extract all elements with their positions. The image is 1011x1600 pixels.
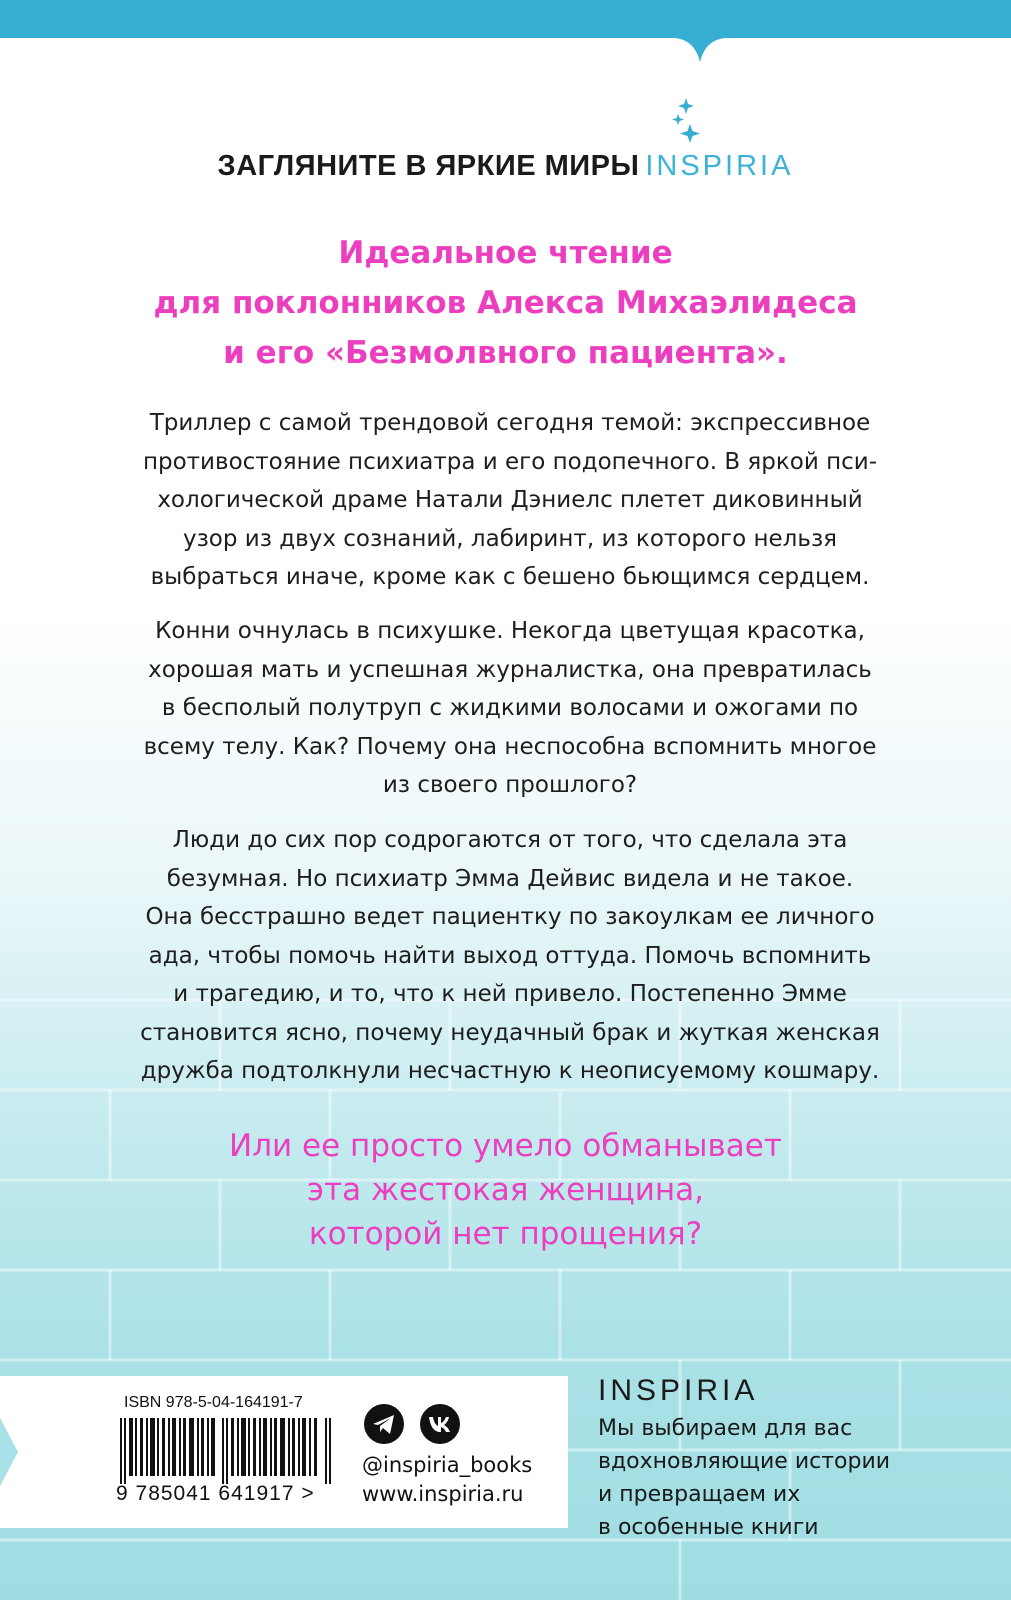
paragraph-line: хологической драме Натали Дэниелс плетет диковинный — [157, 487, 863, 513]
paragraph-line: ада, чтобы помочь найти выход оттуда. Помочь вспомнить — [148, 942, 872, 969]
vk-icon[interactable] — [420, 1404, 460, 1444]
lead-blurb — [0, 228, 1011, 378]
slogan-line: вдохновляющие истории — [598, 1449, 891, 1474]
paragraph-line: всему телу. Как? Почему она неспособна вспомнить многое — [143, 733, 877, 760]
lead-line: и его «Безмолвного пациента». — [223, 335, 788, 371]
paragraph-line: Она бесстрашно ведет пациентку по закоулкам ее личного — [145, 904, 875, 930]
paragraph-line: узор из двух сознаний, лабиринт, из которого нельзя — [182, 525, 838, 552]
slogan-line: и превращаем их — [598, 1482, 801, 1507]
publisher-slogan — [598, 1412, 890, 1544]
lead-line: для поклонников Алекса Михаэлидеса — [153, 285, 858, 321]
lead-line: Идеальное чтение — [338, 235, 673, 271]
tagline-line: которой нет прощения? — [308, 1216, 703, 1252]
paragraph-line: из своего прошлого? — [382, 772, 638, 798]
publisher-logo: INSPIRIA — [598, 1374, 759, 1407]
panel-notch — [0, 1376, 20, 1528]
barcode — [120, 1418, 332, 1484]
paragraph-line: дружба подтолкнули несчастную к неописуемому кошмару. — [140, 1058, 880, 1084]
telegram-icon[interactable] — [364, 1404, 404, 1444]
social-handle[interactable]: @inspiria_books — [362, 1453, 533, 1477]
headline-brand: INSPIRIA — [645, 150, 794, 182]
website-link[interactable]: www.inspiria.ru — [362, 1482, 524, 1506]
paragraph-line: в бесполый полутруп с жидкими волосами и ожогами по — [161, 695, 859, 721]
headline-text: ЗАГЛЯНИТЕ В ЯРКИЕ МИРЫ — [217, 150, 640, 182]
paragraph-line: Конни очнулась в психушке. Некогда цветущая красотка, — [155, 618, 865, 644]
paragraph-line: Люди до сих пор содрогаются от того, что сделала эта — [172, 827, 848, 853]
description-paragraph-2 — [70, 612, 950, 805]
paragraph-line: безумная. Но психиатр Эмма Дейвис видела и не такое. — [166, 865, 854, 892]
paragraph-line: хорошая мать и успешная журналистка, она превратилась — [148, 656, 872, 683]
series-headline — [0, 150, 1011, 183]
paragraph-line: и трагедию, и то, что к ней привело. Постепенно Эмме — [173, 981, 847, 1007]
paragraph-line: Триллер с самой трендовой сегодня темой: экспрессивное — [149, 410, 871, 436]
slogan-line: в особенные книги — [598, 1515, 819, 1540]
tagline — [0, 1124, 1011, 1256]
description-paragraph-1 — [70, 404, 950, 597]
sparkle-icon — [672, 98, 716, 146]
paragraph-line: становится ясно, почему неудачный брак и жуткая женская — [140, 1019, 880, 1046]
top-color-band — [0, 0, 1011, 80]
isbn-label: ISBN 978-5-04-164191-7 — [124, 1394, 303, 1411]
paragraph-line: выбраться иначе, кроме как с бешено бьющимся сердцем. — [150, 564, 870, 590]
paragraph-line: противостояние психиатра и его подопечного. В яркой пси- — [142, 448, 878, 475]
description-paragraph-3 — [70, 821, 950, 1091]
barcode-digits: 9 785041 641917 > — [116, 1482, 315, 1505]
tagline-line: Или ее просто умело обманывает — [229, 1128, 782, 1164]
slogan-line: Мы выбираем для вас — [598, 1416, 853, 1441]
tagline-line: эта жестокая женщина, — [307, 1172, 704, 1208]
